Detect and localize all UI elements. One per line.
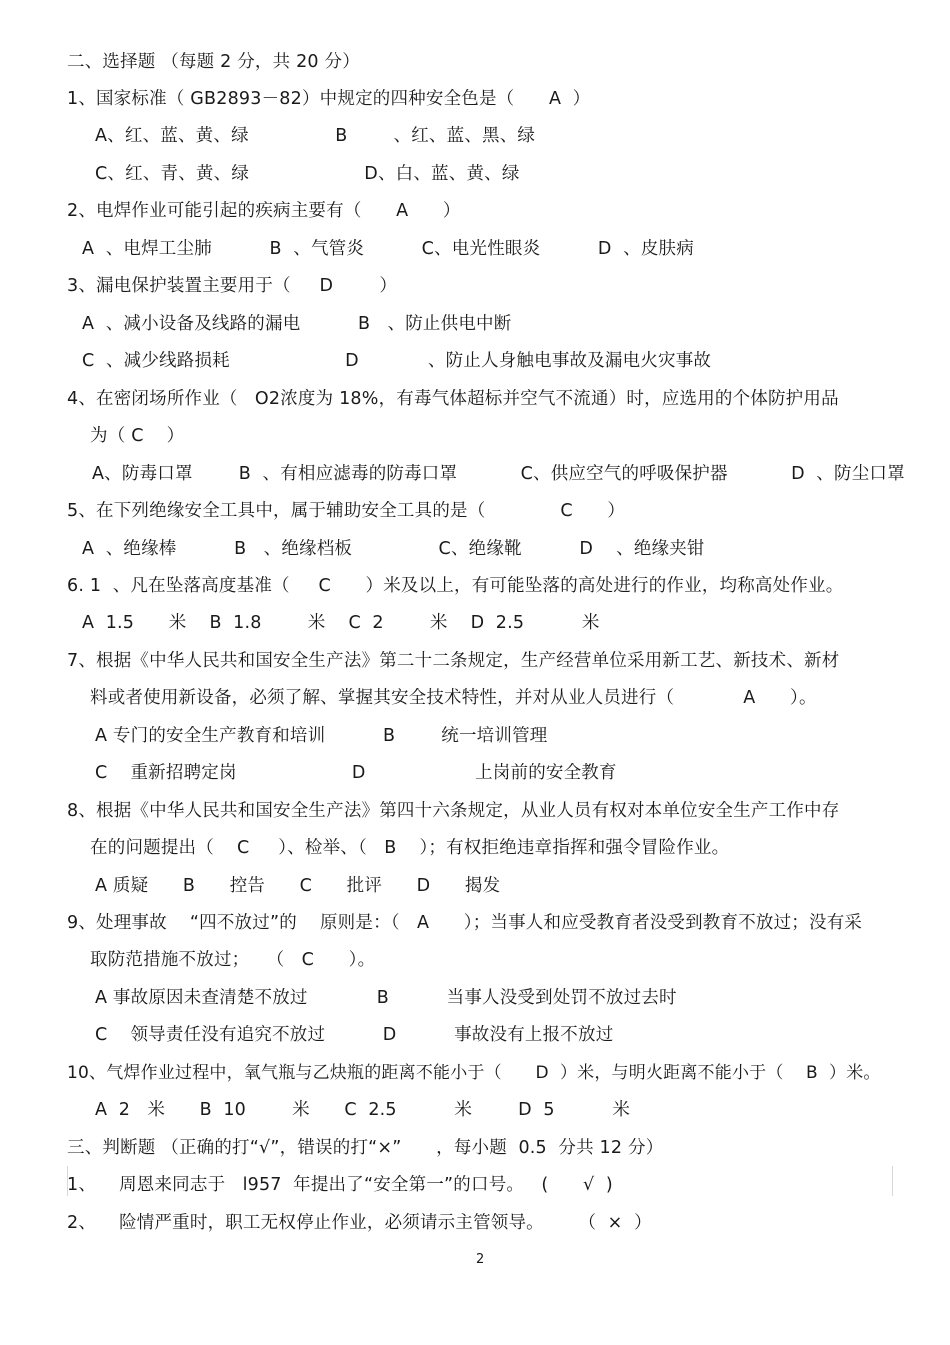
- question-9-stem-line1: 9、处理事故 “四不放过”的 原则是：（ A ）；当事人和应受教育者没受到教育不放过；没有采: [67, 913, 863, 933]
- section-heading-judgment: 三、判断题 （正确的打“√”，错误的打“×” ，每小题 0.5 分共 12 分）: [67, 1138, 664, 1158]
- question-5-stem: 5、在下列绝缘安全工具中，属于辅助安全工具的是（ C ）: [67, 501, 626, 521]
- question-4-options: A、防毒口罩 B 、有相应滤毒的防毒口罩 C、供应空气的呼吸保护器 D 、防尘口罩: [92, 464, 905, 484]
- question-6-options: A 1.5 米 B 1.8 米 C 2 米 D 2.5 米: [82, 613, 600, 633]
- question-3-options-row2: C 、减少线路损耗 D 、防止人身触电事故及漏电火灾事故: [82, 351, 712, 371]
- question-2-options: A 、电焊工尘肺 B 、气管炎 C、电光性眼炎 D 、皮肤病: [82, 239, 694, 259]
- page-number: 2: [476, 1252, 485, 1267]
- question-7-options-row1: A 专门的安全生产教育和培训 B 统一培训管理: [95, 726, 548, 746]
- judgment-1: 1、 周恩来同志于 l957 年提出了“安全第一”的口号。 ( √ ): [67, 1175, 613, 1195]
- question-8-stem-line2: 在的问题提出（ C ）、检举、（ B ）；有权拒绝违章指挥和强令冒险作业。: [67, 838, 730, 858]
- question-6-stem: 6. 1 、凡在坠落高度基准（ C ）米及以上，有可能坠落的高处进行的作业，均称高处作业。: [67, 576, 844, 596]
- question-4-stem-line1: 4、在密闭场所作业（ O2浓度为 18%，有毒气体超标并空气不流通）时，应选用的个体防护用品: [67, 389, 839, 409]
- judgment-2: 2、 险情严重时，职工无权停止作业，必须请示主管领导。 （ × ）: [67, 1213, 652, 1233]
- question-1-stem: 1、国家标准（ GB2893－82）中规定的四种安全色是（ A ）: [67, 89, 591, 109]
- question-1-options-row2: C、红、青、黄、绿 D、白、蓝、黄、绿: [95, 164, 520, 184]
- question-7-stem-line2: 料或者使用新设备，必须了解、掌握其安全技术特性，并对从业人员进行（ A ）。: [67, 688, 817, 708]
- question-9-options-row2: C 领导责任没有追究不放过 D 事故没有上报不放过: [95, 1025, 614, 1045]
- question-4-stem-line2: 为（ C ）: [67, 426, 185, 446]
- question-10-options: A 2 米 B 10 米 C 2.5 米 D 5 米: [95, 1100, 631, 1120]
- question-9-stem-line2: 取防范措施不放过； （ C ）。: [67, 950, 376, 970]
- question-2-stem: 2、电焊作业可能引起的疾病主要有（ A ）: [67, 201, 461, 221]
- question-7-stem-line1: 7、根据《中华人民共和国安全生产法》第二十二条规定，生产经营单位采用新工艺、新技术、新材: [67, 651, 840, 671]
- question-5-options: A 、绝缘棒 B 、绝缘档板 C、绝缘靴 D 、绝缘夹钳: [82, 539, 705, 559]
- question-8-options: A 质疑 B 控告 C 批评 D 揭发: [95, 876, 501, 896]
- question-3-options-row1: A 、减小设备及线路的漏电 B 、防止供电中断: [82, 314, 512, 334]
- section-heading-choice: 二、选择题 （每题 2 分，共 20 分）: [67, 52, 360, 72]
- question-9-options-row1: A 事故原因未查清楚不放过 B 当事人没受到处罚不放过去时: [95, 988, 677, 1008]
- margin-rule-right: [892, 1166, 893, 1196]
- question-8-stem-line1: 8、根据《中华人民共和国安全生产法》第四十六条规定，从业人员有权对本单位安全生产工作中存: [67, 801, 840, 821]
- question-10-stem: 10、气焊作业过程中，氧气瓶与乙炔瓶的距离不能小于（ D ）米，与明火距离不能小于（ B ）米。: [67, 1063, 881, 1083]
- question-7-options-row2: C 重新招聘定岗 D 上岗前的安全教育: [95, 763, 617, 783]
- question-3-stem: 3、漏电保护装置主要用于（ D ）: [67, 276, 398, 296]
- question-1-options-row1: A、红、蓝、黄、绿 B 、红、蓝、黑、绿: [95, 126, 536, 146]
